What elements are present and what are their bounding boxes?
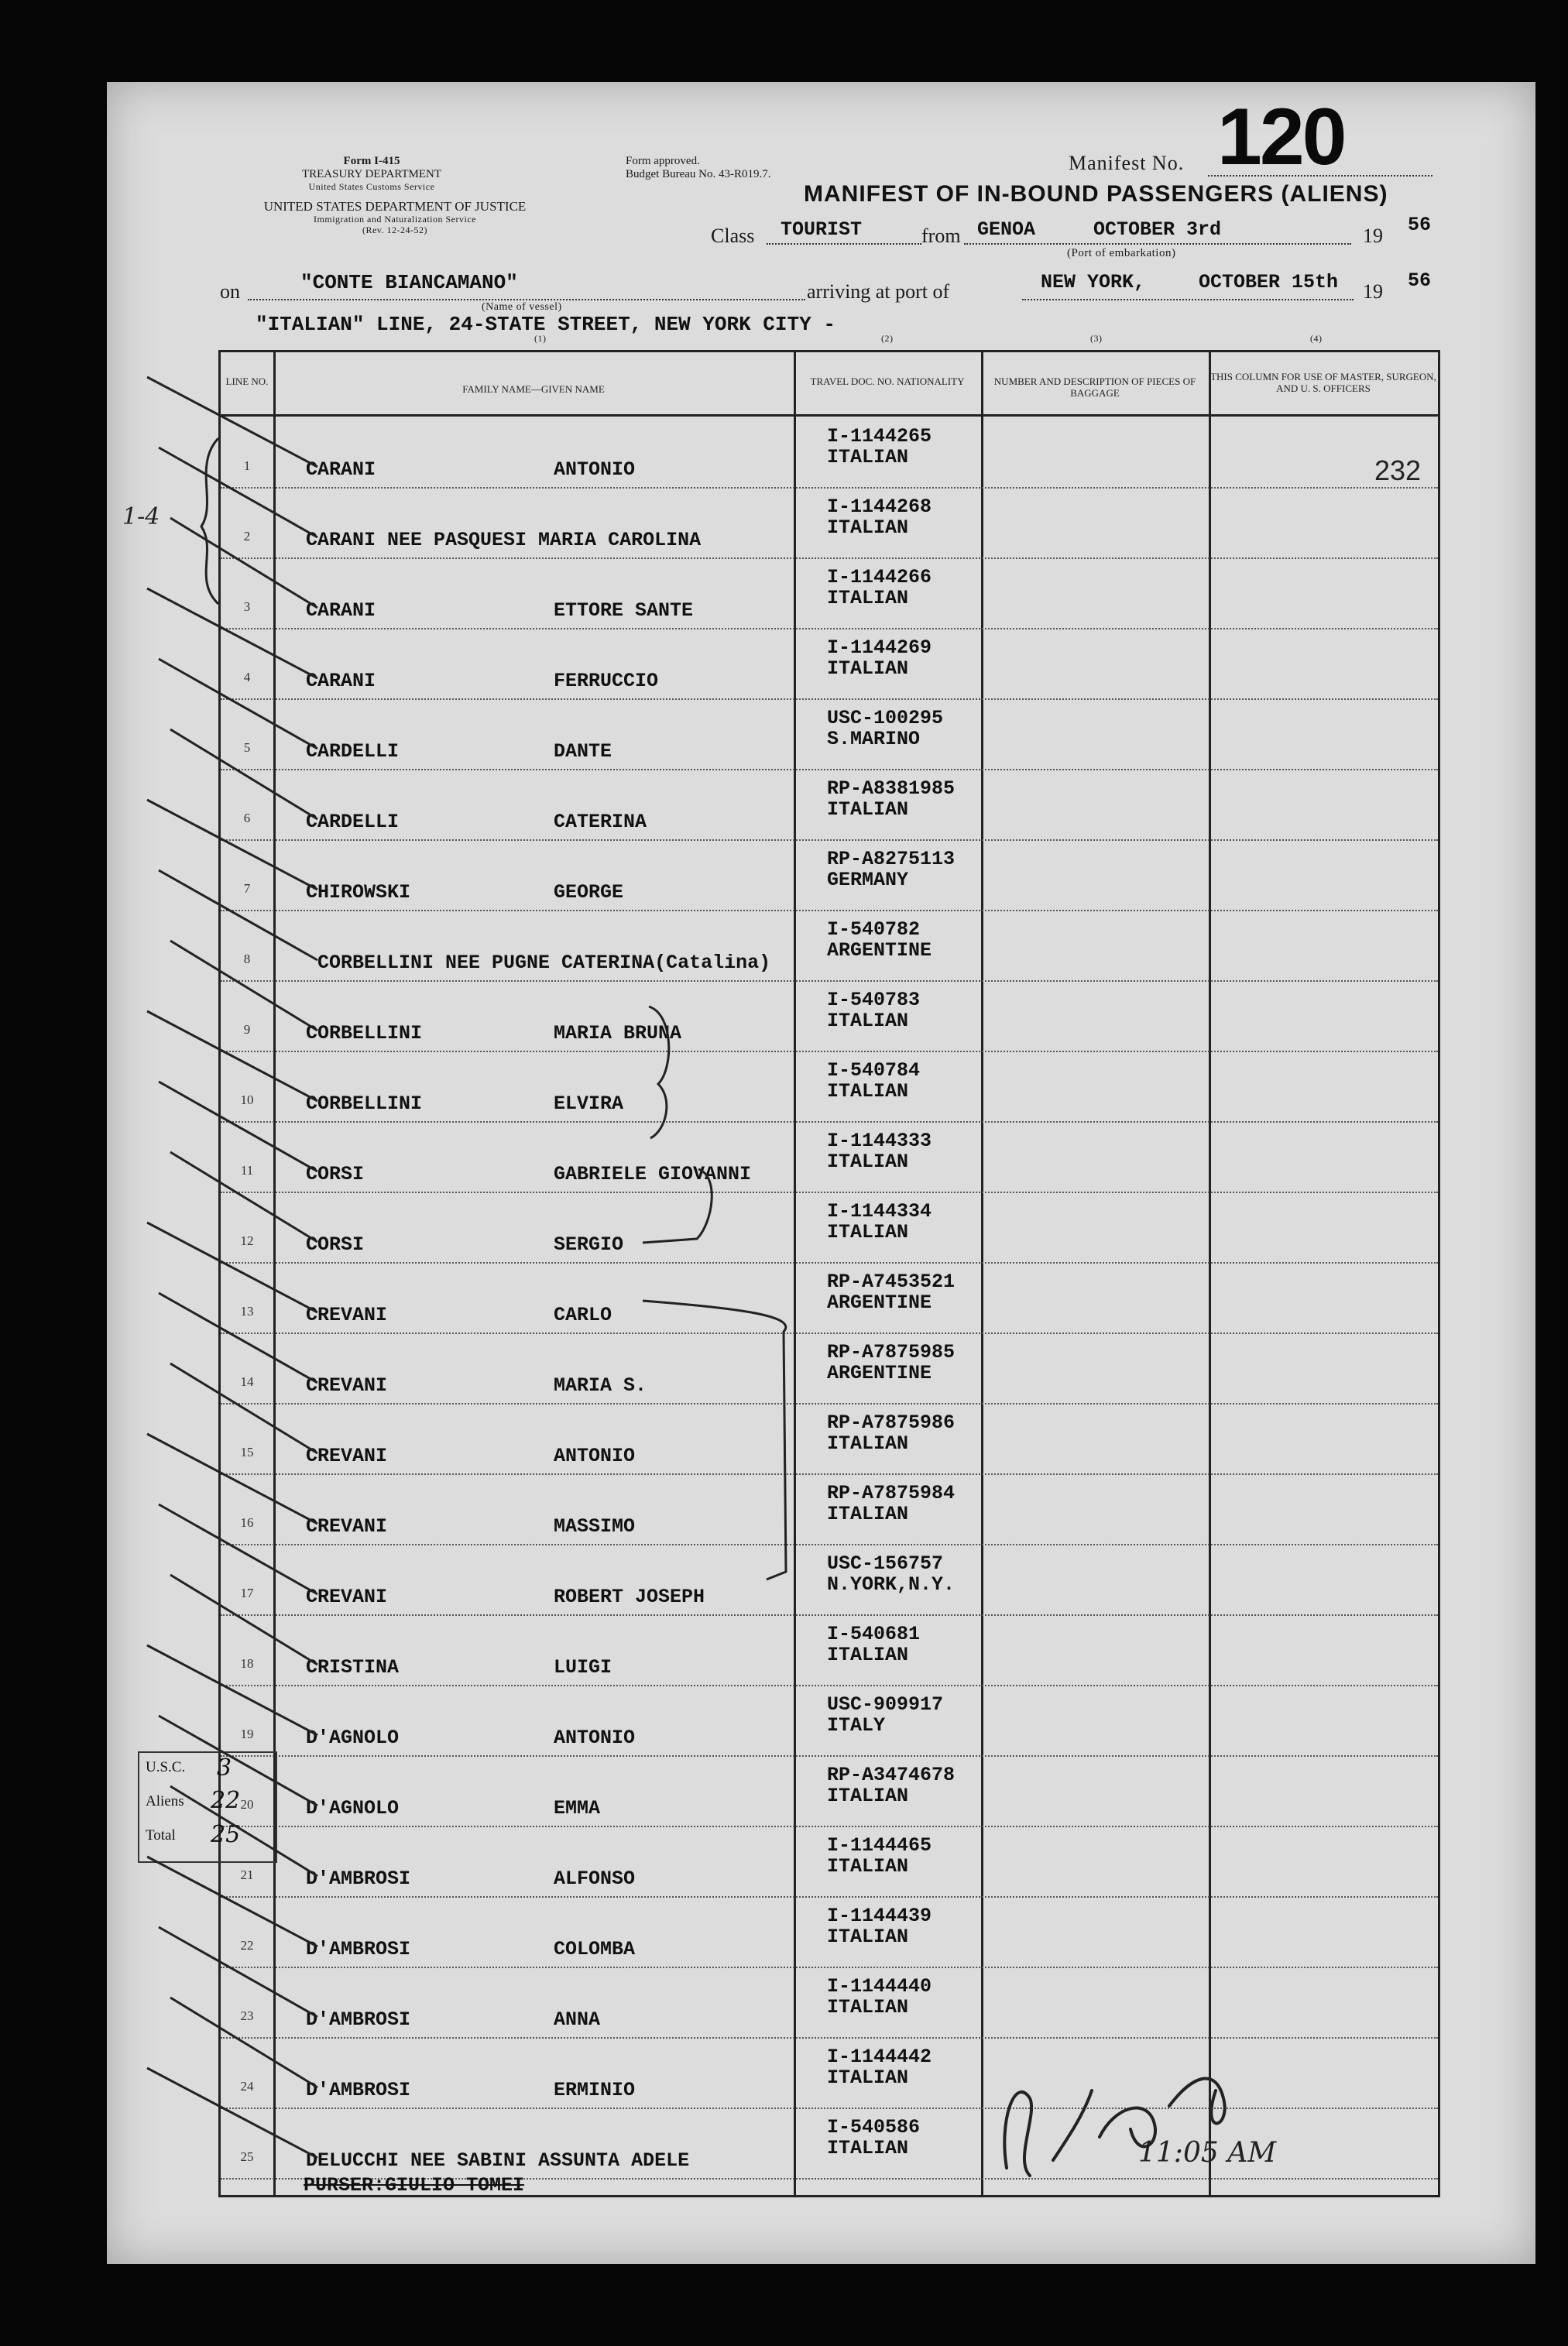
pen-check-stroke: [159, 659, 317, 749]
given-name: LUIGI: [554, 1656, 612, 1679]
travel-doc-number: USC-156757: [827, 1552, 944, 1575]
pen-check-stroke: [147, 588, 317, 678]
family-name: D'AMBROSI: [306, 1938, 411, 1960]
given-name: EMMA: [554, 1797, 601, 1820]
family-name: D'AMBROSI: [306, 2079, 411, 2101]
nationality: ITALIAN: [827, 1785, 909, 1807]
given-name: CARLO: [554, 1304, 612, 1326]
year-prefix-embarkation: 19: [1363, 225, 1383, 247]
line-number: 22: [240, 1938, 254, 1953]
pen-check-stroke: [170, 1575, 317, 1665]
given-name: FERRUCCIO: [554, 670, 659, 692]
shipping-line: "ITALIAN" LINE, 24-STATE STREET, NEW YORK CITY -: [256, 313, 835, 336]
travel-doc-number: RP-A7453521: [827, 1271, 956, 1293]
travel-doc-number: RP-A3474678: [827, 1764, 956, 1786]
pen-check-stroke: [159, 1293, 317, 1383]
travel-doc-number: RP-A8381985: [827, 777, 956, 800]
class-value: TOURIST: [781, 218, 863, 241]
travel-doc-number: I-1144269: [827, 636, 932, 659]
nationality: N.YORK,N.Y.: [827, 1573, 956, 1596]
handwritten-margin-note: 1-4: [122, 503, 160, 530]
form-number: Form I-415: [343, 155, 400, 167]
nationality: ITALIAN: [827, 2137, 909, 2159]
embarkation-port: GENOA: [977, 218, 1036, 241]
nationality: ARGENTINE: [827, 1291, 932, 1314]
form-approved: Form approved.: [626, 155, 700, 167]
line-number: 14: [240, 1374, 254, 1389]
pen-check-stroke: [147, 1645, 317, 1735]
given-name: ANTONIO: [554, 1445, 636, 1467]
family-name: CRISTINA: [306, 1656, 400, 1679]
pen-check-stroke: [159, 1504, 317, 1594]
line-number: 21: [240, 1868, 254, 1882]
nationality: GERMANY: [827, 869, 909, 891]
given-name: ELVIRA: [554, 1092, 624, 1115]
pen-check-stroke: [170, 941, 317, 1031]
travel-doc-number: I-1144266: [827, 566, 932, 588]
pen-check-stroke: [170, 1363, 317, 1453]
class-label: Class: [711, 225, 755, 247]
year-prefix-arrival: 19: [1363, 280, 1383, 303]
nationality: ITALIAN: [827, 1080, 909, 1103]
nationality: ITALY: [827, 1714, 886, 1737]
pen-check-stroke: [170, 518, 317, 608]
line-number: 16: [240, 1515, 254, 1530]
travel-doc-number: I-1144265: [827, 425, 932, 448]
pen-check-stroke: [147, 800, 317, 890]
immigration-service: Immigration and Naturalization Service: [314, 214, 476, 225]
given-name: ANTONIO: [554, 458, 636, 481]
family-name: CARANI: [306, 458, 376, 481]
line-number: 10: [240, 1092, 254, 1107]
family-name: CHIROWSKI: [306, 881, 411, 904]
arrival-port: NEW YORK,: [1041, 271, 1146, 293]
aliens-label: Aliens: [146, 1793, 184, 1809]
manifest-title: MANIFEST OF IN-BOUND PASSENGERS (ALIENS): [804, 181, 1388, 207]
family-name: CREVANI: [306, 1515, 388, 1538]
officer-note: 232: [1374, 454, 1422, 486]
nationality: ITALIAN: [827, 1855, 909, 1878]
travel-doc-number: RP-A7875986: [827, 1411, 956, 1434]
given-name: ANNA: [554, 2008, 601, 2031]
given-name: COLOMBA: [554, 1938, 636, 1960]
line-number: 23: [240, 2008, 254, 2023]
line-number: 9: [243, 1022, 251, 1037]
line-number: 3: [243, 599, 251, 614]
given-name: ANTONIO: [554, 1727, 636, 1749]
family-name: CREVANI: [306, 1374, 388, 1397]
aliens-count: 22: [211, 1787, 241, 1814]
nationality: ITALIAN: [827, 1644, 909, 1666]
treasury-department: TREASURY DEPARTMENT: [301, 168, 442, 180]
travel-doc-number: I-540681: [827, 1623, 921, 1645]
manifest-label: Manifest No.: [1069, 152, 1185, 174]
family-bracket-mark: [649, 1007, 669, 1138]
year-embarkation: 56: [1408, 214, 1432, 236]
travel-doc-number: USC-100295: [827, 707, 944, 729]
total-label: Total: [146, 1827, 176, 1844]
embarkation-caption: (Port of embarkation): [1067, 247, 1176, 259]
department-of-justice: UNITED STATES DEPARTMENT OF JUSTICE: [263, 199, 527, 214]
pen-check-stroke: [170, 729, 317, 819]
nationality: ITALIAN: [827, 516, 909, 539]
travel-doc-number: I-1144333: [827, 1130, 932, 1152]
pen-check-stroke: [159, 1082, 317, 1171]
pen-check-stroke: [147, 1223, 317, 1312]
manifest-number: 120: [1217, 92, 1345, 182]
travel-doc-number: I-1144268: [827, 496, 932, 518]
nationality: ITALIAN: [827, 798, 909, 821]
family-bracket-mark: [643, 1169, 712, 1243]
nationality: ITALIAN: [827, 657, 909, 680]
arriving-label: arriving at port of: [807, 280, 950, 303]
column-header-baggage: NUMBER AND DESCRIPTION OF PIECES OF BAGGAGE: [993, 376, 1196, 399]
line-number: 2: [243, 529, 251, 544]
on-label: on: [220, 280, 240, 303]
total-count: 25: [211, 1821, 241, 1848]
pen-check-stroke: [147, 1434, 317, 1524]
line-number: 15: [240, 1445, 254, 1459]
line-number: 5: [243, 740, 251, 755]
pen-check-stroke: [159, 448, 317, 537]
line-number: 12: [240, 1233, 254, 1248]
family-name: D'AMBROSI: [306, 1868, 411, 1890]
nationality: ITALIAN: [827, 1926, 909, 1948]
line-number: 4: [243, 670, 251, 684]
nationality: ITALIAN: [827, 446, 909, 468]
line-number: 24: [240, 2079, 254, 2094]
travel-doc-number: RP-A7875984: [827, 1482, 956, 1504]
given-name: GEORGE: [554, 881, 624, 904]
customs-service: United States Customs Service: [308, 181, 435, 192]
travel-doc-number: I-540782: [827, 918, 921, 941]
family-name: CORBELLINI: [306, 1022, 423, 1044]
given-name: MASSIMO: [554, 1515, 636, 1538]
family-name: CARANI: [306, 599, 376, 622]
family-name: D'AMBROSI: [306, 2008, 411, 2031]
pen-check-stroke: [170, 1786, 317, 1876]
family-name: D'AGNOLO: [306, 1727, 400, 1749]
column-header-line-no: LINE NO.: [225, 376, 269, 387]
nationality: ITALIAN: [827, 1221, 909, 1243]
revision-date: (Rev. 12-24-52): [362, 225, 428, 235]
column-header-travel-doc: TRAVEL DOC. NO. NATIONALITY: [810, 376, 965, 387]
line-number: 6: [243, 811, 251, 825]
family-bracket-mark: [201, 438, 218, 604]
line-number: 7: [243, 881, 251, 896]
travel-doc-number: I-540783: [827, 989, 921, 1011]
arrival-date: OCTOBER 15th: [1199, 271, 1339, 293]
given-name: MARIA S.: [554, 1374, 647, 1397]
family-name: CORBELLINI: [306, 1092, 423, 1115]
column-number-3: (3): [1090, 333, 1103, 344]
family-name: CREVANI: [306, 1586, 388, 1608]
pen-check-stroke: [147, 377, 317, 467]
pen-check-stroke: [159, 1716, 317, 1806]
pen-check-stroke: [147, 2068, 317, 2158]
travel-doc-number: USC-909917: [827, 1693, 944, 1716]
vessel-name: "CONTE BIANCAMANO": [300, 271, 518, 294]
pen-check-stroke: [147, 1857, 317, 1946]
family-name: CARDELLI: [306, 740, 400, 763]
family-name: CARANI: [306, 670, 376, 692]
pen-check-stroke: [147, 1011, 317, 1101]
pen-check-stroke: [170, 1998, 317, 2087]
travel-doc-number: I-1144465: [827, 1834, 932, 1857]
family-name: CORBELLINI NEE PUGNE CATERINA(Catalina): [306, 952, 771, 974]
nationality: ITALIAN: [827, 1010, 909, 1032]
given-name: ETTORE SANTE: [554, 599, 694, 622]
pen-check-stroke: [159, 1927, 317, 2017]
given-name: CATERINA: [554, 811, 647, 833]
line-number: 13: [240, 1304, 254, 1319]
travel-doc-number: I-1144439: [827, 1905, 932, 1927]
column-header-officers: THIS COLUMN FOR USE OF MASTER, SURGEON, AND U. S. OFFICERS: [1210, 371, 1436, 394]
given-name: DANTE: [554, 740, 612, 763]
nationality: S.MARINO: [827, 728, 921, 750]
given-name: MARIA BRUNA: [554, 1022, 682, 1044]
column-number-2: (2): [881, 333, 894, 344]
budget-bureau: Budget Bureau No. 43-R019.7.: [626, 168, 771, 180]
travel-doc-number: I-1144334: [827, 1200, 932, 1223]
line-number: 20: [240, 1797, 254, 1812]
given-name: ALFONSO: [554, 1868, 636, 1890]
pen-check-stroke: [159, 870, 317, 960]
family-name: CREVANI: [306, 1304, 388, 1326]
family-name: CORSI: [306, 1233, 365, 1256]
usc-label: U.S.C.: [146, 1759, 186, 1775]
family-name: CREVANI: [306, 1445, 388, 1467]
embarkation-date: OCTOBER 3rd: [1093, 218, 1222, 241]
given-name: GABRIELE GIOVANNI: [554, 1163, 752, 1185]
nationality: ITALIAN: [827, 587, 909, 609]
purser-name: PURSER:GIULIO TOMEI: [304, 2174, 525, 2197]
nationality: ITALIAN: [827, 1503, 909, 1525]
line-number: 18: [240, 1656, 254, 1671]
line-number: 19: [240, 1727, 254, 1741]
vessel-caption: (Name of vessel): [482, 301, 562, 313]
year-arrival: 56: [1408, 269, 1432, 292]
given-name: SERGIO: [554, 1233, 624, 1256]
nationality: ITALIAN: [827, 1151, 909, 1173]
nationality: ARGENTINE: [827, 939, 932, 962]
line-number: 1: [243, 458, 251, 473]
family-name: CORSI: [306, 1163, 365, 1185]
column-number-1: (1): [534, 333, 547, 344]
column-header-name: FAMILY NAME—GIVEN NAME: [462, 383, 605, 395]
family-bracket-mark: [643, 1301, 786, 1579]
travel-doc-number: I-1144440: [827, 1975, 932, 1998]
from-label: from: [921, 225, 961, 247]
given-name: ROBERT JOSEPH: [554, 1586, 705, 1608]
family-name: CARANI NEE PASQUESI MARIA CAROLINA: [306, 529, 702, 551]
travel-doc-number: I-540586: [827, 2116, 921, 2138]
signature-time: 11:05 AM: [1138, 2137, 1277, 2169]
family-name: D'AGNOLO: [306, 1797, 400, 1820]
column-number-4: (4): [1310, 333, 1323, 344]
travel-doc-number: I-540784: [827, 1059, 921, 1082]
nationality: ARGENTINE: [827, 1362, 932, 1384]
line-number: 25: [240, 2149, 254, 2164]
pen-check-stroke: [170, 1152, 317, 1242]
family-name: CARDELLI: [306, 811, 400, 833]
family-name: DELUCCHI NEE SABINI ASSUNTA ADELE: [306, 2149, 690, 2172]
nationality: ITALIAN: [827, 1432, 909, 1455]
nationality: ITALIAN: [827, 1996, 909, 2018]
line-number: 17: [240, 1586, 254, 1600]
nationality: ITALIAN: [827, 2066, 909, 2089]
line-number: 11: [240, 1163, 254, 1178]
line-number: 8: [243, 952, 251, 966]
travel-doc-number: RP-A8275113: [827, 848, 956, 870]
travel-doc-number: I-1144442: [827, 2046, 932, 2068]
travel-doc-number: RP-A7875985: [827, 1341, 956, 1363]
given-name: ERMINIO: [554, 2079, 636, 2101]
usc-count: 3: [217, 1754, 232, 1782]
